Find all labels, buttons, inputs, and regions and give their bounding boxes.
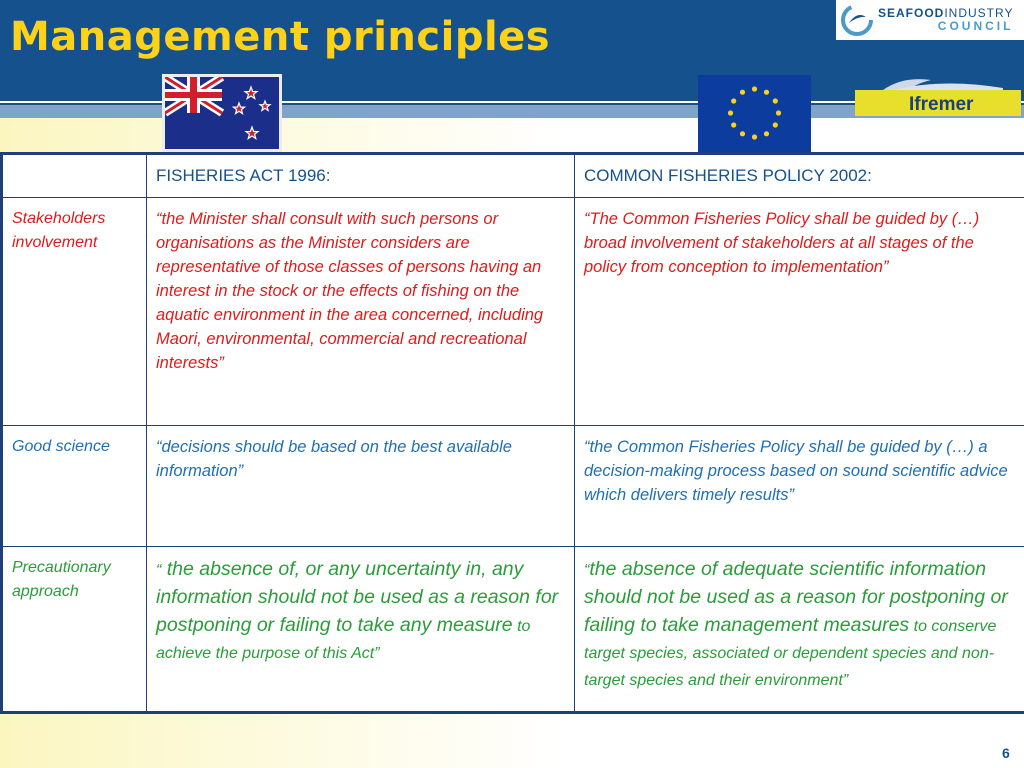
eu-science-text: “the Common Fisheries Policy shall be guided by (…) a decision-making process based on sound scientific advice which delivers timely results” bbox=[575, 426, 1024, 547]
eu-precaution-cell bbox=[575, 547, 1024, 713]
logo-text-seafood: SEAFOOD bbox=[878, 6, 945, 20]
table-header-row bbox=[2, 154, 1024, 198]
seafood-industry-council-logo bbox=[836, 0, 1024, 40]
new-zealand-flag bbox=[162, 74, 282, 152]
eu-precaution-main: the absence of adequate scientific information should not be used as a reason for postponing or failing to take management measures bbox=[584, 558, 1008, 636]
european-union-flag bbox=[698, 75, 811, 152]
header-common-fisheries-policy: COMMON FISHERIES POLICY 2002: bbox=[575, 154, 1024, 198]
header-cell-empty bbox=[2, 154, 147, 198]
row-label-precautionary: Precautionary approach bbox=[2, 547, 147, 713]
new-zealand-flag-icon bbox=[165, 77, 279, 149]
comparison-table bbox=[0, 152, 1024, 714]
row-label-good-science: Good science bbox=[2, 426, 147, 547]
nz-precaution-tail: to achieve the purpose of this Act” bbox=[156, 618, 531, 662]
nz-science-text: “decisions should be based on the best available information” bbox=[147, 426, 575, 547]
eu-stars-icon bbox=[698, 75, 811, 152]
nz-precaution-open-quote: “ bbox=[156, 562, 162, 579]
ifremer-logo-text: Ifremer bbox=[909, 94, 974, 115]
table-row-stakeholders bbox=[2, 198, 1024, 426]
fish-swirl-icon bbox=[840, 3, 874, 37]
ifremer-wave-icon bbox=[853, 74, 1023, 120]
table-row-precautionary bbox=[2, 547, 1024, 713]
ifremer-logo bbox=[853, 74, 1023, 120]
slide-title: Management principles bbox=[10, 14, 551, 60]
row-label-stakeholders: Stakeholders involvement bbox=[2, 198, 147, 426]
nz-precaution-cell bbox=[147, 547, 575, 713]
header-fisheries-act: FISHERIES ACT 1996: bbox=[147, 154, 575, 198]
nz-precaution-main: the absence of, or any uncertainty in, any information should not be used as a reason for postponing or failing to take any measure bbox=[156, 558, 559, 636]
logo-text-council: COUNCIL bbox=[937, 19, 1014, 33]
nz-stakeholders-text: “the Minister shall consult with such persons or organisations as the Minister considers are representative of those classes of persons having an interest in the stock or the effects of fishing on the aquatic environment in the area concerned, including Maori, environmental, commercial and recreational interests” bbox=[147, 198, 575, 426]
table-row-good-science bbox=[2, 426, 1024, 547]
eu-precaution-tail: to conserve target species, associated or dependent species and non-target species and their environment” bbox=[584, 618, 997, 689]
eu-stakeholders-text: “The Common Fisheries Policy shall be guided by (…) broad involvement of stakeholders at all stages of the policy from conception to implementation” bbox=[575, 198, 1024, 426]
page-number: 6 bbox=[1002, 745, 1010, 761]
eu-precaution-open-quote: “ bbox=[584, 562, 590, 579]
logo-text-industry: INDUSTRY bbox=[944, 6, 1014, 20]
